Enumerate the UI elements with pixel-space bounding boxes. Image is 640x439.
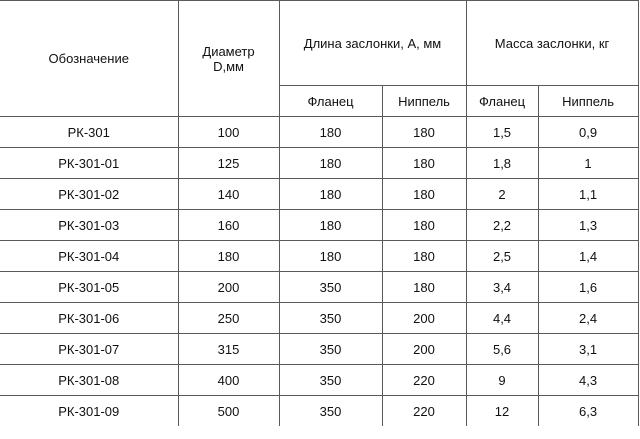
cell-length-flange: 350 [279,334,382,365]
cell-length-flange: 350 [279,396,382,427]
cell-mass-flange: 4,4 [466,303,538,334]
cell-length-flange: 180 [279,210,382,241]
cell-mass-nipple: 4,3 [538,365,638,396]
cell-length-nipple: 180 [382,117,466,148]
cell-length-nipple: 180 [382,210,466,241]
cell-diameter: 250 [178,303,279,334]
cell-diameter: 180 [178,241,279,272]
header-mass-flange: Фланец [466,86,538,117]
cell-diameter: 125 [178,148,279,179]
cell-mass-flange: 2,2 [466,210,538,241]
cell-designation: РК-301-05 [0,272,178,303]
table-row [0,396,638,427]
cell-designation: РК-301 [0,117,178,148]
table-row [0,117,638,148]
cell-mass-nipple: 1,6 [538,272,638,303]
header-diameter-line1: Диаметр [202,43,255,59]
cell-length-nipple: 180 [382,179,466,210]
header-length-flange: Фланец [279,86,382,117]
cell-mass-nipple: 1,4 [538,241,638,272]
table-row [0,179,638,210]
cell-mass-flange: 1,5 [466,117,538,148]
header-designation: Обозначение [0,1,178,117]
cell-length-nipple: 200 [382,303,466,334]
cell-length-flange: 350 [279,272,382,303]
cell-length-nipple: 180 [382,272,466,303]
header-diameter-line2: D,мм [213,58,244,74]
cell-mass-nipple: 1,1 [538,179,638,210]
header-mass-group: Масса заслонки, кг [466,1,638,86]
table-row [0,365,638,396]
cell-mass-nipple: 1,3 [538,210,638,241]
cell-diameter: 500 [178,396,279,427]
cell-length-flange: 180 [279,241,382,272]
table-row [0,334,638,365]
table-body [0,1,638,427]
cell-mass-nipple: 0,9 [538,117,638,148]
header-length-group: Длина заслонки, А, мм [279,1,466,86]
cell-designation: РК-301-08 [0,365,178,396]
cell-mass-flange: 2,5 [466,241,538,272]
cell-mass-flange: 5,6 [466,334,538,365]
cell-mass-nipple: 2,4 [538,303,638,334]
header-length-nipple: Ниппель [382,86,466,117]
cell-designation: РК-301-03 [0,210,178,241]
cell-diameter: 160 [178,210,279,241]
cell-length-nipple: 200 [382,334,466,365]
cell-designation: РК-301-09 [0,396,178,427]
cell-mass-nipple: 6,3 [538,396,638,427]
cell-mass-flange: 9 [466,365,538,396]
cell-diameter: 315 [178,334,279,365]
cell-mass-flange: 12 [466,396,538,427]
header-diameter [178,1,279,117]
header-row-main [0,1,638,86]
cell-mass-flange: 1,8 [466,148,538,179]
cell-length-flange: 180 [279,148,382,179]
cell-mass-nipple: 3,1 [538,334,638,365]
cell-designation: РК-301-02 [0,179,178,210]
cell-length-flange: 180 [279,179,382,210]
cell-diameter: 100 [178,117,279,148]
cell-diameter: 200 [178,272,279,303]
cell-length-nipple: 180 [382,148,466,179]
cell-length-nipple: 180 [382,241,466,272]
table-row [0,210,638,241]
cell-designation: РК-301-04 [0,241,178,272]
header-mass-nipple: Ниппель [538,86,638,117]
cell-designation: РК-301-06 [0,303,178,334]
cell-designation: РК-301-07 [0,334,178,365]
cell-length-flange: 180 [279,117,382,148]
cell-mass-flange: 3,4 [466,272,538,303]
cell-mass-flange: 2 [466,179,538,210]
cell-diameter: 400 [178,365,279,396]
cell-diameter: 140 [178,179,279,210]
cell-length-flange: 350 [279,365,382,396]
cell-length-nipple: 220 [382,365,466,396]
table-row [0,241,638,272]
table-row [0,148,638,179]
cell-length-flange: 350 [279,303,382,334]
cell-length-nipple: 220 [382,396,466,427]
table-row [0,303,638,334]
cell-mass-nipple: 1 [538,148,638,179]
cell-designation: РК-301-01 [0,148,178,179]
table-row [0,272,638,303]
